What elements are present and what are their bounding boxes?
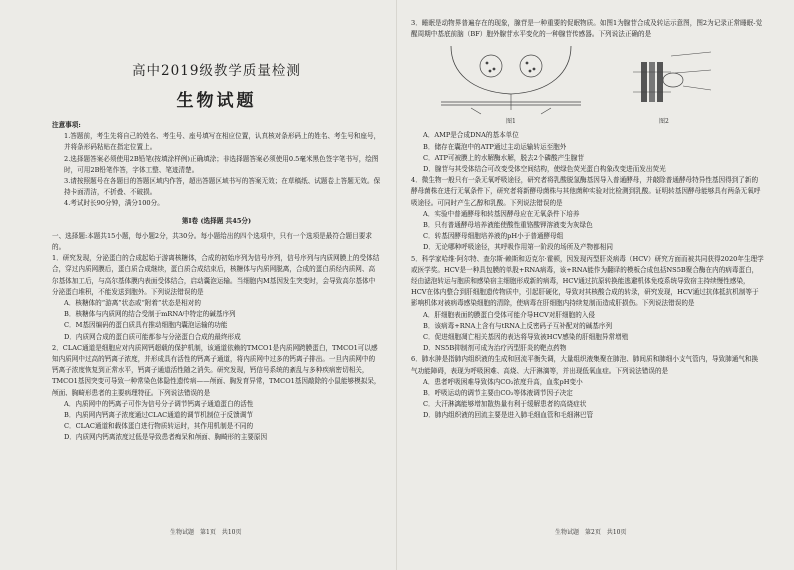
question-4: 4．微生物一般只有一条无氧呼吸途径，研究者将乳酸脱氢酶基因导入普通酵母，并敲除普通酵母特异性基因得到了新的酵母菌株在进行无氧条件下，研究者将新酵母菌株与其他菌种实验对比检测到乳酸。证明转基因酵母能够具有两条无氧呼吸途径。可同时产生乙醇和乳酸。下列说法错误的是 [411,176,761,207]
figure-1-label: 图1 [506,118,516,126]
note-4: 4.考试时长90分钟，满分100分。 [64,199,164,208]
q1-option-a: A．核糖体的“游离”状态或“附着”状态是相对的 [64,299,201,308]
synapse-diagram [411,42,764,127]
note-1: 1.答题前，考生先将自己的姓名、考生号、座号填写在相应位置，认真核对条形码上的姓名、考生号和座号，并将条形码粘贴在指定位置上。 [64,132,381,152]
q2-option-a: A．内质网中的钙离子可作为信号分子调节钙离子通道蛋白的活性 [64,399,254,408]
question-5: 5．科学家哈维·阿尔特、查尔斯·赖斯和迈克尔·霍顿，因发现丙型肝炎病毒（HCV）研究方面而被共同获得2020年生理学或医学奖。HCV是一种具包膜的单股+RNA病毒，该+RNA能作为翻译的模板合成包括NS5B聚合酶在内的病毒蛋白，经由滤泡转运与胞质和感染宿主细胞形成新的病毒，HCV通过抗原转换能逃避机体免疫系统导致宿主持续慢性感染，HCV在体内整合到肝细胞遗传物质中，引起肝硬化，导致对其核酸合成的转录，研究发现，HCV通过抗体抵抗机制等于影响机体对被病毒感染细胞的清除，使病毒在肝细胞内持续复制而造成肝损伤。下列说法错误的是 [411,254,764,308]
q1-option-c: C．M基因编码的蛋白质具有推动细胞内囊泡运输的功能 [64,321,228,330]
q5-option-a: A．肝细胞表面的膜蛋白受体可能介导HCV对肝细胞的入侵 [423,310,595,319]
question-6: 6．肺水肿是指肺内组织液的生成和回流平衡失调，大量组织液集聚在肺泡、肺间质和肺细小支气管内，导致肺通气和换气功能障碍，表现为呼吸困难、高烧、大汗淋漓等，并出现低氧血症。下列说法错误的是 [411,355,759,375]
q6-option-c: C．大汗淋漓能够增加散热量有利于缓解患者的高烧症状 [423,400,587,409]
q3-option-c: C．ATP可被膜上的水解酶水解，脱去2个磷酸产生腺苷 [423,153,584,162]
note-3: 3.请按照题号在各题目的答题区域内作答，超出答题区域书写的答案无效；在草稿纸、试题卷上答题无效。保持卡面清洁，不折叠、不破损。 [64,177,381,197]
q4-option-d: D．无论哪种呼吸途径，其呼吸作用第一阶段的场所及产物都相同 [423,243,613,252]
question-2: 2．CLAC通道是细胞应对内质网钙超载的保护机制，该通道依赖的TMCO1是内质网跨膜蛋白，TMCO1可以感知内质网中过高的钙离子浓度，并形成具有活性的钙离子通道，将内质网中过多的钙离子排出。一旦内质网中的钙离子浓度恢复到正常水平，钙离子通道活性随之消失。研究发现，钙信号系统的紊乱与多种疾病密切相关，TMCO1基因突变可导致一种常染色体隐性遗传病——颅面、胸发育异常，TMCO1基因敲除的小鼠能够模拟呆，颅面、胸畸形患者的主要病理特征。下列说法错误的是 [52,343,381,397]
q2-option-c: C．CLAC通道和载体蛋白进行物质转运时，其作用机制是不同的 [64,422,254,431]
page-1-footer: 生物试题 第1页 共10页 [170,529,242,536]
notes-heading: 注意事项: [52,121,81,129]
question-3-figures [411,42,764,127]
question-1: 1．研究发现，分泌蛋白的合成起始于游离核糖体，合成的初始序列为信号序列，信号序列与内质网膜上的受体结合，穿过内质网膜后，蛋白质合成继续，蛋白质合成结束后，核糖体与内质网脱离，合成的蛋白质经内质网、高尔基体加工后，与高尔基体膜内表面受体结合，启动囊泡运输。当细胞内M基因发生突变时，会导致高尔基体中分泌蛋白堆积，不能发送到胞外。下列说法错误的是 [52,254,380,296]
note-2: 2.选择题答案必须使用2B铅笔(按填涂样例)正确填涂；非选择题答案必须使用0.5毫米黑色签字笔书写，绘图时，可用2B铅笔作答，字体工整、笔迹清楚。 [64,154,379,174]
page-2-footer: 生物试题 第2页 共10页 [555,529,627,536]
q2-option-b: B．内质网内钙离子浓度通过CLAC通道的调节机制位于反馈调节 [64,411,253,420]
q6-option-d: D．肺内组织液的回流主要是进入肺毛细血管和毛细淋巴管 [423,411,594,420]
section-1-instructions: 一、选择题:本题共15小题，每小题2分，共30分。每小题给出的四个选项中，只有一个选项是最符合题目要求的。 [52,231,372,252]
q2-option-d: D．内质网内钙离浓度过低是导致患者痴呆和颅面、胸畸形的主要原因 [64,433,268,442]
exam-title: 高中2019级教学质量检测 [132,63,301,79]
q5-option-d: D．NS5B抑制剂可成为治疗丙型肝炎的靶点药物 [423,344,567,353]
figure-2-label: 图2 [659,118,669,126]
question-3: 3．睡眠是动物界普遍存在的现象，腺苷是一种重要的促眠物质。如图1为腺苷合成及转运示意图，图2为记录正常睡眠-觉醒周期中基底前脑（BF）胞外腺苷水平变化的一种腺苷传感器。下列说法正确的是 [411,19,763,39]
q5-option-c: C．促进细胞凋亡相关基因的表达将导致被HCV感染的肝细胞异常增殖 [423,333,629,342]
q6-option-b: B．呼吸运动的调节主要由CO₂等体液调节因子决定 [423,389,573,398]
q3-option-b: B．储存在囊泡中的ATP通过主动运输转运至胞外 [423,142,567,151]
q4-option-c: C．转基因酵母细胞培养液的pH小于普通酵母组 [423,232,564,241]
q1-option-b: B．核糖体与内质网的结合受制于mRNA中特定的碱基序列 [64,310,236,319]
q3-option-a: A．AMP是合成DNA的基本单位 [423,131,519,140]
q6-option-a: A．患者呼吸困难导致体内CO₂浓度升高，血浆pH变小 [423,377,583,386]
q1-option-d: D．内质网合成的蛋白质可能都参与分泌蛋白合成的最终形成 [64,332,241,341]
q3-option-d: D．腺苷与其受体结合可改变受体空间结构，使绿色荧光蛋白构象改变进而发出荧光 [423,165,666,174]
page-2 [397,0,794,570]
q4-option-b: B．只有普通酵母培养液能使酸性重铬酸钾溶液变为灰绿色 [423,221,593,230]
subject-title: 生物试题 [176,91,257,111]
q5-option-b: B．该病毒+RNA上含有与tRNA上反密码子互补配对的碱基序列 [423,321,613,330]
part1-heading: 第Ⅰ卷 (选择题 共45分) [181,216,252,225]
q4-option-a: A．实验中普通酵母和转基因酵母应在无氧条件下培养 [423,209,580,218]
